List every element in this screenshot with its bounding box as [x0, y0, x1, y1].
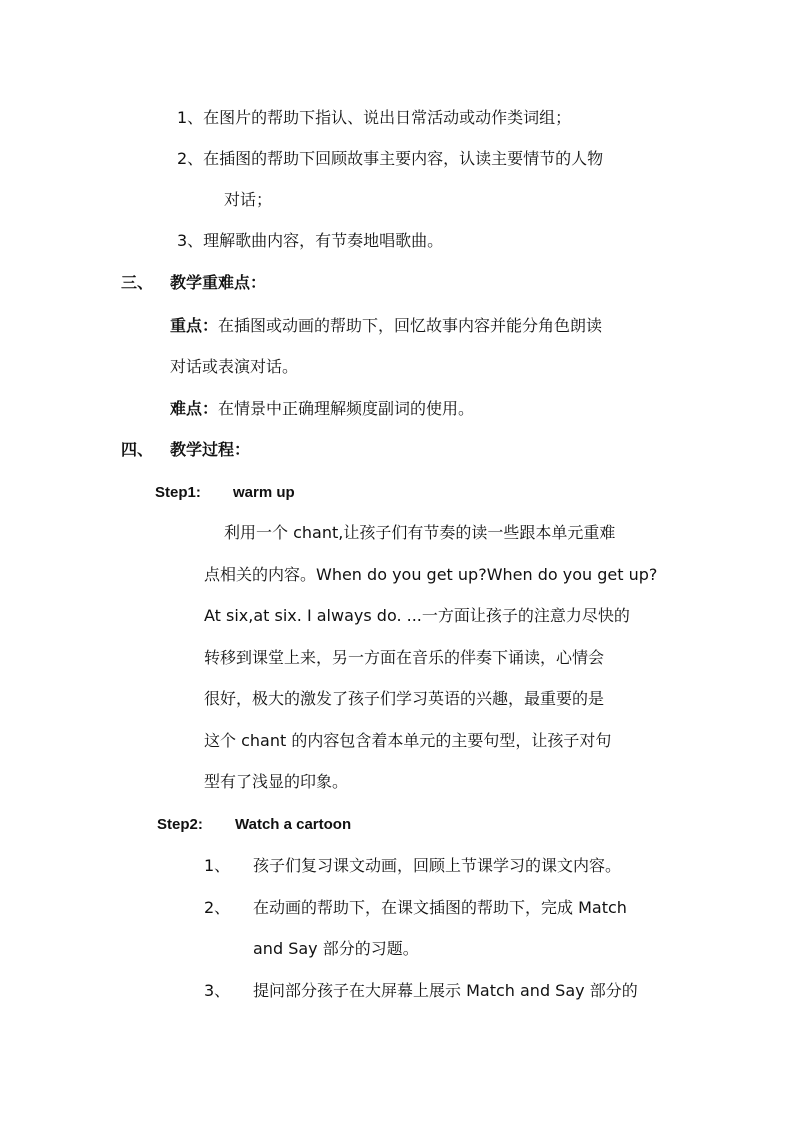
step-2-item-3-text: 提问部分孩子在大屏幕上展示 Match and Say 部分的 — [253, 981, 638, 1000]
step-2-item-2-text-line-1: 在动画的帮助下，在课文插图的帮助下，完成 Match — [253, 898, 627, 917]
objective-item-2-line-1: 2、在插图的帮助下回顾故事主要内容，认读主要情节的人物 — [177, 149, 604, 168]
objective-item-3: 3、理解歌曲内容，有节奏地唱歌曲。 — [177, 231, 444, 250]
step-2-item-1-number: 1、 — [204, 856, 231, 875]
difficult-points-text: 在情景中正确理解频度副词的使用。 — [218, 399, 475, 418]
section-3-number: 三、 — [121, 273, 154, 292]
key-points-text: 在插图或动画的帮助下，回忆故事内容并能分角色朗读 — [218, 316, 603, 335]
step-2-title: Watch a cartoon — [235, 816, 352, 833]
step-1-paragraph-line-7: 型有了浅显的印象。 — [204, 772, 349, 791]
difficult-points-label: 难点： — [170, 399, 219, 418]
section-4-title: 教学过程： — [170, 440, 251, 459]
key-points-label: 重点： — [170, 316, 219, 335]
step-1-paragraph-line-2: 点相关的内容。When do you get up?When do you get up? — [204, 565, 658, 584]
step-1-paragraph-line-3: At six,at six. I always do. ...一方面让孩子的注意力尽快的 — [204, 606, 630, 625]
section-3-title: 教学重难点： — [170, 273, 267, 292]
step-1-paragraph-line-6: 这个 chant 的内容包含着本单元的主要句型，让孩子对句 — [204, 731, 612, 750]
section-4-number: 四、 — [121, 440, 154, 459]
step-1-paragraph-line-4: 转移到课堂上来，另一方面在音乐的伴奏下诵读，心情会 — [204, 648, 605, 667]
step-2-label: Step2: — [157, 816, 203, 833]
step-2-item-2-text-line-2: and Say 部分的习题。 — [253, 939, 419, 958]
key-points-line-2: 对话或表演对话。 — [170, 357, 299, 376]
step-1-paragraph-line-1: 利用一个 chant,让孩子们有节奏的读一些跟本单元重难 — [224, 523, 616, 542]
step-2-item-1-text: 孩子们复习课文动画，回顾上节课学习的课文内容。 — [253, 856, 622, 875]
step-1-title: warm up — [233, 484, 295, 501]
step-1-label: Step1: — [155, 484, 201, 501]
step-2-item-3-number: 3、 — [204, 981, 231, 1000]
key-points-line-1 — [170, 315, 602, 337]
objective-item-1: 1、在图片的帮助下指认、说出日常活动或动作类词组； — [177, 108, 572, 127]
step-2-item-2-number: 2、 — [204, 898, 231, 917]
objective-item-2-line-2: 对话； — [224, 190, 273, 209]
step-1-paragraph-line-5: 很好，极大的激发了孩子们学习英语的兴趣，最重要的是 — [204, 689, 605, 708]
difficult-points — [170, 398, 474, 420]
